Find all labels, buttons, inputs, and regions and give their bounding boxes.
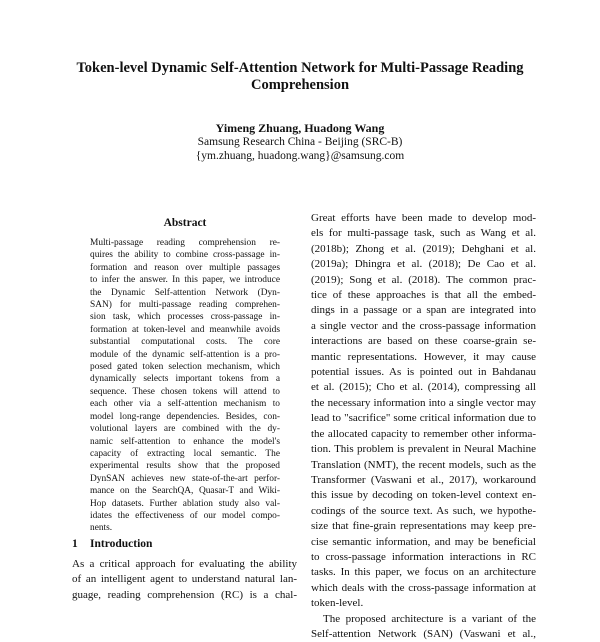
body-line: mantic representations. However, it may cause: [311, 350, 536, 363]
body-line: codings of the source text. As such, we hypothe-: [311, 504, 536, 517]
abstract-line: Hop datasets. Further ablation study also val-: [90, 498, 280, 509]
paper-title: [60, 60, 540, 94]
body-line: to cross-passage information interactions in RC: [311, 550, 536, 563]
body-line: (2019a); Dhingra et al. (2018); De Cao et al.: [311, 258, 536, 271]
abstract-line: posed gated token selection mechanism, which: [90, 362, 280, 373]
affiliation: Samsung Research China - Beijing (SRC-B): [197, 136, 403, 148]
abstract-line: Multi-passage reading comprehension re-: [90, 238, 280, 248]
abstract-heading: Abstract: [163, 217, 207, 229]
title-line: Token-level Dynamic Self-Attention Network for Multi-Passage Reading: [76, 60, 524, 76]
abstract-line: formation and reason over multiple passages: [90, 262, 280, 273]
abstract-line: sequence. These chosen tokens will attend to: [90, 386, 280, 397]
abstract-line: namic self-attention to enhance the model's: [90, 436, 280, 447]
body-line: size that fine-grain representations may keep pre-: [311, 520, 536, 533]
body-line: cise semantic information, and may be beneficial: [311, 535, 536, 548]
abstract-line: each other via a self-attention mechanism to: [90, 399, 280, 410]
body-line: et al. (2015); Cho et al. (2014), compressing all: [311, 381, 536, 394]
abstract-line: the Dynamic Self-attention Network (Dyn-: [90, 287, 280, 298]
authors: Yimeng Zhuang, Huadong Wang: [215, 121, 385, 135]
body-line: a single vector and the cross-passage information: [311, 319, 536, 332]
abstract-line: substantial computational costs. The core: [90, 337, 280, 348]
right-column-body: [311, 211, 536, 642]
body-line: tice of these approaches is that all the embed-: [311, 289, 536, 302]
introduction-body: [72, 557, 297, 603]
abstract-line: DynSAN achieves new state-of-the-art perfor-: [90, 473, 280, 484]
abstract-line: mance on the SearchQA, Quasar-T and Wiki-: [90, 486, 280, 497]
body-line: token-level.: [311, 597, 364, 610]
body-line: dings in a passage or a span are integrated into: [311, 304, 536, 317]
abstract-line: quires the ability to combine cross-passage in-: [90, 250, 280, 261]
abstract-line: experimental results show that the proposed: [90, 461, 280, 472]
body-line: lead to "sacrifice" some critical information due to: [311, 412, 536, 425]
section-title: Introduction: [90, 538, 153, 550]
body-line: which deals with the cross-passage information at: [311, 581, 536, 594]
body-line: the necessary information into a single vector may: [311, 396, 536, 409]
abstract-line: sion task, which processes cross-passage in-: [90, 312, 280, 323]
abstract-line: dynamically selects important tokens from a: [90, 374, 280, 385]
body-line: Great efforts have been made to develop mod-: [311, 212, 536, 224]
body-line: The proposed architecture is a variant of the: [323, 612, 536, 625]
abstract-line: idates the effectiveness of our model compo-: [90, 510, 280, 521]
abstract-line: nents.: [90, 523, 113, 534]
abstract-line: module of the dynamic self-attention is a pro-: [90, 349, 280, 360]
body-line: els for multi-passage task, such as Wang et al.: [311, 227, 536, 240]
abstract-line: SAN) for multi-passage reading comprehen-: [90, 300, 280, 311]
section-heading-introduction: [72, 537, 292, 551]
body-line: Transformer (Vaswani et al., 2017), workaround: [311, 473, 536, 486]
body-line: potential issues. As is pointed out in Bahdanau: [311, 366, 536, 379]
body-line: interactions are based on these coarse-grain se-: [311, 335, 536, 348]
abstract-line: formation at token-level and meanwhile avoids: [90, 324, 280, 335]
body-line: As a critical approach for evaluating the ability: [72, 558, 297, 570]
abstract-line: model long-range dependencies. Besides, con-: [90, 411, 280, 422]
body-line: Self-attention Network (SAN) (Vaswani et al.,: [311, 627, 536, 640]
body-line: tasks. In this paper, we focus on an architecture: [311, 566, 536, 579]
body-line: Translation (NMT), the recent models, such as the: [311, 458, 536, 471]
body-line: the allocated capacity to remember other informa-: [311, 427, 536, 440]
body-line: of an intelligent agent to understand natural lan-: [72, 573, 297, 586]
body-line: this issue by decoding on token-level context en-: [311, 489, 536, 502]
section-number: 1: [72, 538, 78, 550]
abstract-line: capacity of extracting local semantic. The: [90, 448, 280, 459]
body-line: (2018b); Zhong et al. (2019); Dehghani et al.: [311, 242, 536, 255]
title-line: Comprehension: [250, 77, 350, 93]
body-line: tion. This problem is prevalent in Neural Machine: [311, 443, 536, 456]
abstract-line: to infer the answer. In this paper, we introduce: [90, 275, 280, 286]
email: {ym.zhuang, huadong.wang}@samsung.com: [195, 150, 405, 162]
body-line: guage, reading comprehension (RC) is a chal-: [72, 588, 297, 601]
body-line: (2019); Song et al. (2018). The common prac-: [311, 273, 536, 286]
abstract-line: volutional layers are combined with the dy-: [90, 424, 280, 435]
abstract-body: [90, 237, 280, 535]
